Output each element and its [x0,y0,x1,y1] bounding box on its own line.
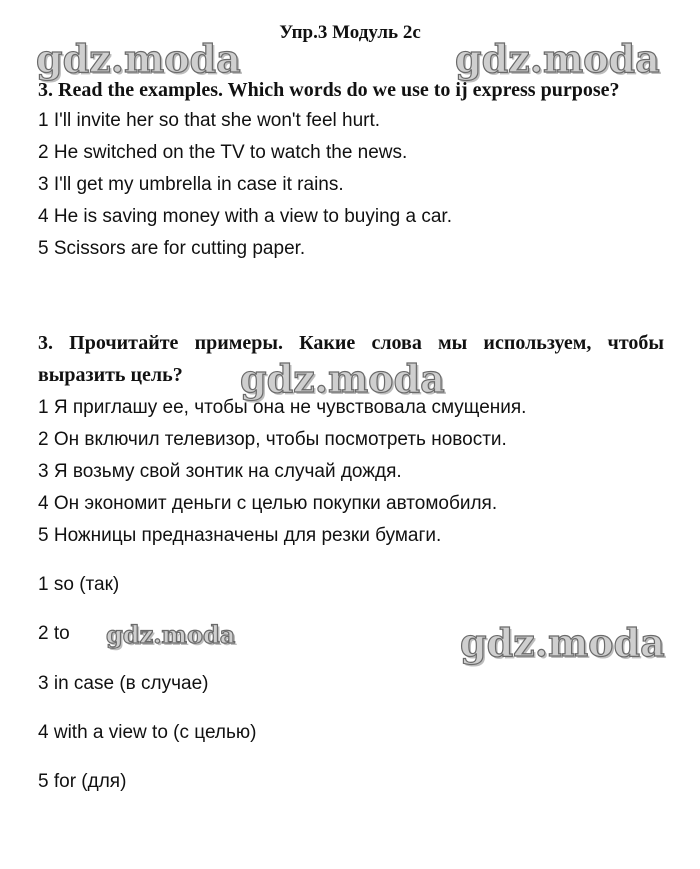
answer-item: 4 with a view to (с целью) [38,722,257,743]
russian-example: 3 Я возьму свой зонтик на случай дождя. [38,461,402,482]
watermark: gdz.moda [455,36,660,81]
answer-item: 3 in case (в случае) [38,673,209,694]
english-example: 5 Scissors are for cutting paper. [38,238,306,259]
russian-example: 2 Он включил телевизор, чтобы посмотреть новости. [38,429,507,450]
answer-item: 1 so (так) [38,574,120,595]
russian-example: 4 Он экономит деньги с целью покупки автомобиля. [38,493,498,514]
watermark: gdz.moda [460,620,665,665]
english-example: 4 He is saving money with a view to buying a car. [38,206,452,227]
english-example: 3 I'll get my umbrella in case it rains. [38,174,344,195]
answer-item: 5 for (для) [38,771,127,792]
russian-example: 5 Ножницы предназначены для резки бумаги. [38,525,442,546]
english-example: 2 He switched on the TV to watch the news. [38,142,408,163]
answer-item: 2 to [38,623,70,644]
watermark: gdz.moda [106,620,236,649]
watermark: gdz.moda [240,356,445,401]
russian-example: 1 Я приглашу ее, чтобы она не чувствовала смущения. [38,397,527,418]
page-title: Упр.3 Модуль 2c [279,22,421,43]
english-example: 1 I'll invite her so that she won't feel hurt. [38,110,381,131]
russian-heading: 3. Прочитайте примеры. Какие слова мы используем, чтобы выразить цель? [38,332,664,386]
watermark: gdz.moda [36,36,241,81]
english-heading: 3. Read the examples. Which words do we use to ij express purpose? [38,79,620,101]
